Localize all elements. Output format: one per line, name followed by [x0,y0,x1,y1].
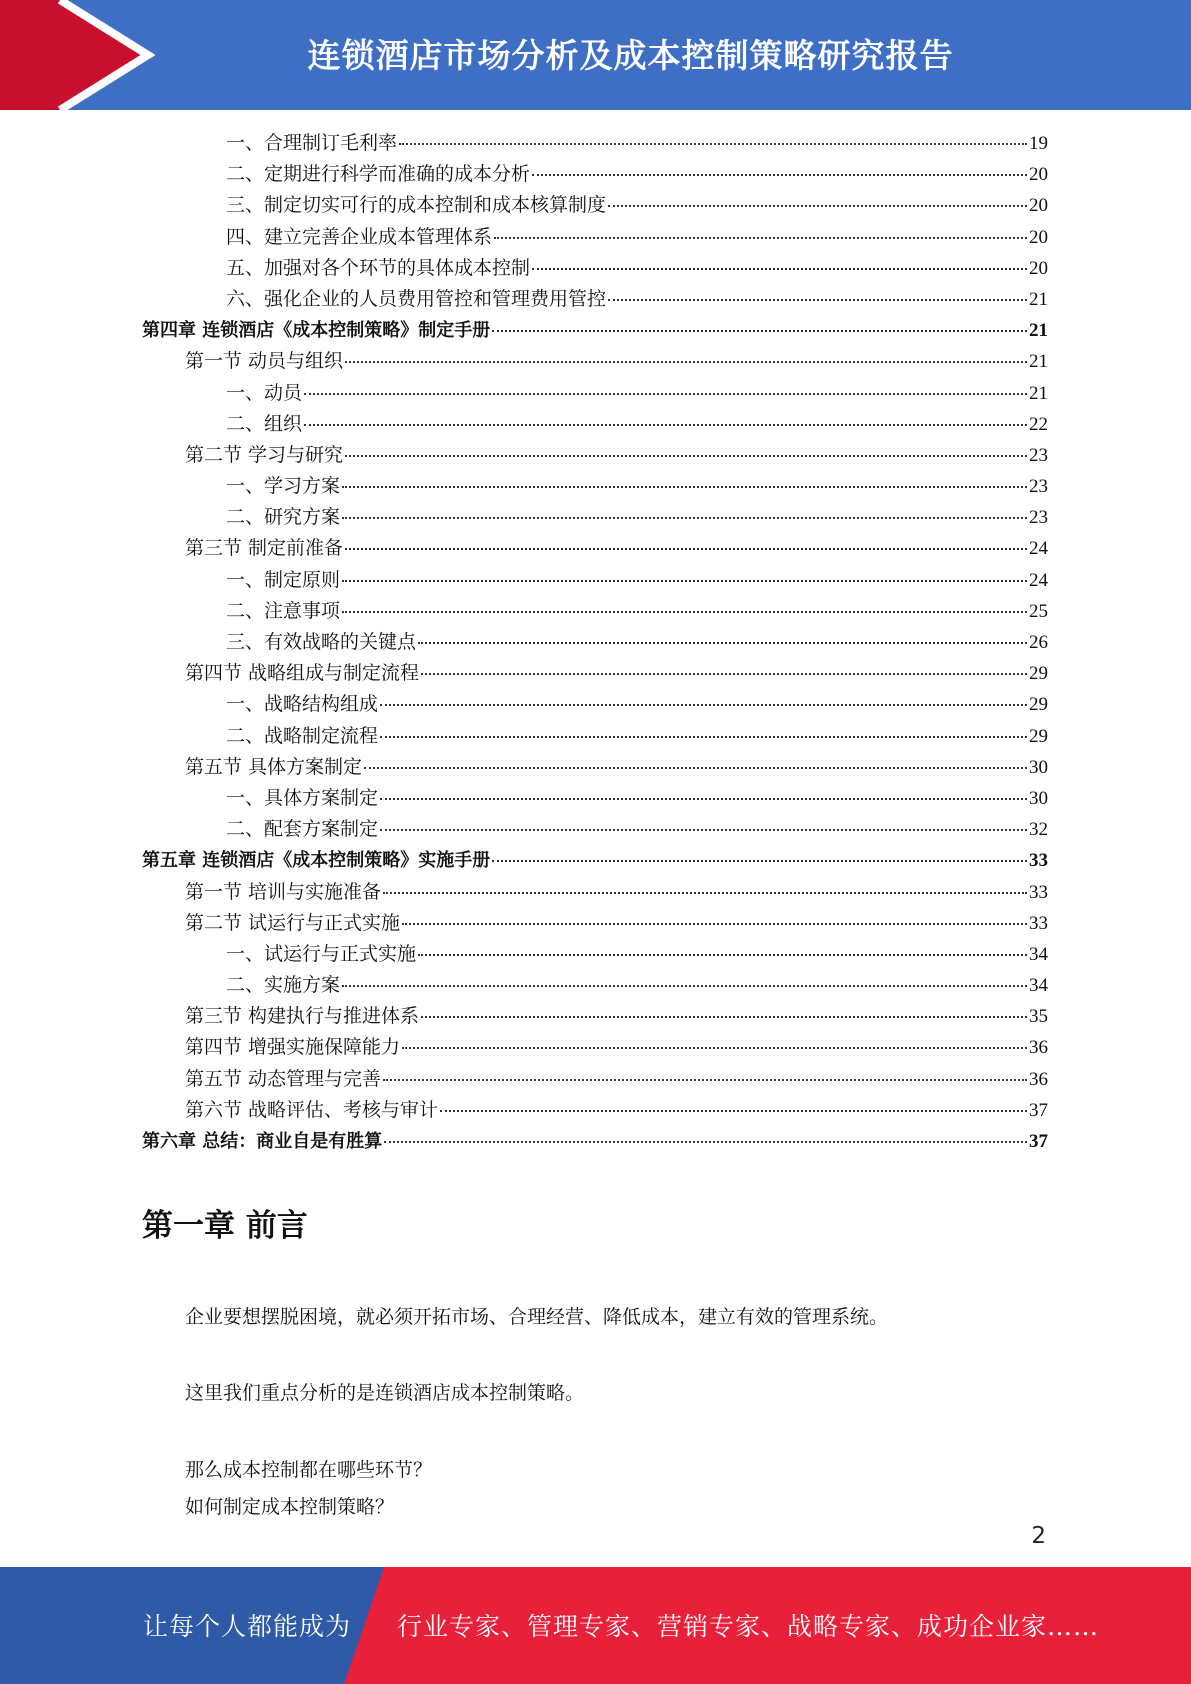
toc-entry[interactable] [142,908,1048,939]
toc-entry[interactable] [142,970,1048,1001]
toc-dot-leader [383,1078,1027,1081]
toc-entry-page: 20 [1029,164,1048,186]
toc-entry[interactable] [142,284,1048,315]
toc-entry-page: 24 [1029,569,1048,591]
toc-entry[interactable] [142,783,1048,814]
header-band [0,0,1191,110]
report-title: 连锁酒店市场分析及成本控制策略研究报告 [307,36,954,75]
toc-entry-page: 26 [1029,632,1048,653]
paragraph: 这里我们重点分析的是连锁酒店成本控制策略。 [185,1382,585,1404]
toc-entry-page: 23 [1029,444,1048,466]
toc-entry-page: 20 [1029,195,1048,217]
toc-entry[interactable] [142,939,1048,970]
toc-entry-page: 34 [1029,943,1048,965]
toc-entry[interactable] [142,1001,1048,1032]
toc-entry-title: 第一节 培训与实施准备 [185,880,382,903]
toc-dot-leader [380,703,1027,706]
toc-entry[interactable] [142,689,1048,720]
paragraph: 企业要想摆脱困境，就必须开拓市场、合理经营、降低成本，建立有效的管理系统。 [185,1306,889,1328]
toc-entry-page: 19 [1029,133,1048,154]
toc-entry[interactable] [142,565,1048,596]
toc-entry-page: 21 [1029,288,1048,310]
toc-dot-leader [342,610,1027,613]
toc-entry[interactable] [142,1095,1048,1126]
toc-dot-leader [494,236,1027,239]
toc-entry-title: 一、制定原则 [226,568,341,591]
toc-dot-leader [304,392,1027,395]
table-of-contents [142,128,1048,1157]
toc-dot-leader [421,1015,1027,1018]
toc-dot-leader [380,735,1027,738]
toc-dot-leader [384,1140,1027,1143]
toc-entry[interactable] [142,253,1048,284]
toc-dot-leader [421,672,1027,675]
toc-entry-page: 20 [1029,226,1048,248]
toc-dot-leader [342,984,1027,987]
toc-entry-page: 35 [1029,1006,1048,1028]
footer-band [0,1567,1191,1684]
toc-dot-leader [492,859,1027,862]
toc-dot-leader [532,173,1027,176]
toc-dot-leader [380,828,1027,831]
toc-entry[interactable] [142,409,1048,440]
toc-entry[interactable] [142,658,1048,689]
toc-entry-page: 24 [1029,538,1048,560]
toc-dot-leader [342,485,1027,488]
toc-entry-page: 30 [1029,787,1048,809]
toc-entry-page: 32 [1029,819,1048,841]
toc-entry-title: 三、有效战略的关键点 [226,631,417,653]
toc-entry[interactable] [142,378,1048,409]
toc-entry-title: 第六节 战略评估、考核与审计 [185,1098,439,1121]
toc-entry[interactable] [142,190,1048,221]
toc-entry-page: 37 [1029,1131,1048,1152]
toc-entry[interactable] [142,128,1048,159]
toc-entry[interactable] [142,533,1048,564]
toc-entry-title: 一、具体方案制定 [226,786,379,809]
toc-entry-page: 33 [1029,881,1048,903]
toc-entry-page: 37 [1029,1099,1048,1121]
toc-entry-title: 一、战略结构组成 [226,693,379,716]
toc-entry-page: 36 [1029,1068,1048,1090]
toc-dot-leader [402,922,1027,925]
toc-entry-page: 33 [1029,850,1048,872]
toc-entry[interactable] [142,222,1048,253]
toc-entry-title: 第三节 构建执行与推进体系 [185,1005,420,1028]
toc-dot-leader [418,953,1027,956]
toc-entry-title: 第五节 动态管理与完善 [185,1067,382,1090]
toc-entry-title: 二、研究方案 [226,506,341,529]
toc-entry-title: 三、制定切实可行的成本控制和成本核算制度 [226,194,607,217]
toc-entry-title: 第二节 试运行与正式实施 [185,911,401,934]
toc-entry-page: 29 [1029,663,1048,685]
toc-entry[interactable] [142,1032,1048,1063]
toc-entry[interactable] [142,877,1048,908]
toc-entry-page: 29 [1029,725,1048,747]
toc-dot-leader [532,267,1027,270]
toc-entry-title: 一、动员 [226,381,303,404]
toc-entry-page: 20 [1029,257,1048,279]
chapter-heading: 第一章 前言 [142,1208,308,1244]
toc-entry-title: 第五章 连锁酒店《成本控制策略》实施手册 [142,850,491,872]
toc-entry-title: 一、试运行与正式实施 [226,942,417,965]
toc-entry-title: 六、强化企业的人员费用管控和管理费用管控 [226,287,607,310]
toc-entry-title: 第五节 具体方案制定 [185,755,363,778]
toc-entry-title: 二、战略制定流程 [226,724,379,747]
toc-entry[interactable] [142,502,1048,533]
toc-entry[interactable] [142,346,1048,377]
toc-entry[interactable] [142,159,1048,190]
toc-entry-page: 22 [1029,413,1048,435]
toc-dot-leader [345,360,1027,363]
toc-dot-leader [345,454,1027,457]
toc-entry-title: 二、定期进行科学而准确的成本分析 [226,163,531,186]
toc-entry-title: 二、实施方案 [226,974,341,997]
paragraph: 如何制定成本控制策略？ [185,1496,395,1518]
toc-entry-page: 23 [1029,476,1048,498]
toc-entry-page: 21 [1029,320,1048,342]
toc-entry[interactable] [142,752,1048,783]
toc-dot-leader [492,329,1027,332]
toc-entry[interactable] [142,471,1048,502]
toc-entry-title: 二、配套方案制定 [226,818,379,841]
toc-entry-title: 一、学习方案 [226,475,341,498]
toc-entry-page: 21 [1029,351,1048,373]
toc-dot-leader [608,298,1027,301]
toc-entry-page: 30 [1029,756,1048,778]
toc-dot-leader [399,142,1027,145]
toc-entry-title: 第四章 连锁酒店《成本控制策略》制定手册 [142,320,491,342]
toc-entry-page: 33 [1029,912,1048,934]
toc-dot-leader [383,891,1027,894]
toc-entry[interactable] [142,627,1048,658]
toc-dot-leader [380,797,1027,800]
toc-entry[interactable] [142,440,1048,471]
toc-dot-leader [345,547,1027,550]
toc-entry[interactable] [142,845,1048,876]
toc-entry[interactable] [142,596,1048,627]
toc-entry-title: 一、合理制订毛利率 [226,132,398,154]
toc-entry-page: 25 [1029,600,1048,622]
paragraph: 那么成本控制都在哪些环节？ [185,1459,433,1481]
toc-entry-title: 五、加强对各个环节的具体成本控制 [226,256,531,279]
toc-dot-leader [402,1046,1027,1049]
toc-entry-title: 二、组织 [226,412,303,435]
toc-entry-title: 二、注意事项 [226,599,341,622]
toc-entry-title: 第四节 战略组成与制定流程 [185,662,420,685]
toc-dot-leader [440,1109,1027,1112]
toc-entry-title: 四、建立完善企业成本管理体系 [226,225,493,248]
toc-entry[interactable] [142,814,1048,845]
toc-entry-page: 36 [1029,1037,1048,1059]
toc-entry-page: 21 [1029,382,1048,404]
toc-entry-title: 第三节 制定前准备 [185,537,344,560]
toc-dot-leader [342,579,1027,582]
toc-dot-leader [364,766,1027,769]
toc-entry[interactable] [142,315,1048,346]
toc-entry-title: 第六章 总结：商业自是有胜算 [142,1131,383,1152]
footer-slogan-right: 行业专家、管理专家、营销专家、战略专家、成功企业家…… [397,1612,1100,1641]
toc-entry-title: 第四节 增强实施保障能力 [185,1036,401,1059]
toc-dot-leader [304,423,1027,426]
footer-slogan-left: 让每个人都能成为 [143,1612,352,1641]
toc-dot-leader [418,641,1027,644]
page-number: 2 [1031,1523,1046,1549]
toc-entry-page: 34 [1029,975,1048,997]
toc-entry-page: 29 [1029,694,1048,716]
toc-entry-title: 第一节 动员与组织 [185,350,344,373]
toc-entry[interactable] [142,1064,1048,1095]
toc-dot-leader [608,204,1027,207]
toc-entry[interactable] [142,721,1048,752]
toc-entry-page: 23 [1029,507,1048,529]
toc-entry[interactable] [142,1126,1048,1157]
toc-entry-title: 第二节 学习与研究 [185,443,344,466]
toc-dot-leader [342,516,1027,519]
